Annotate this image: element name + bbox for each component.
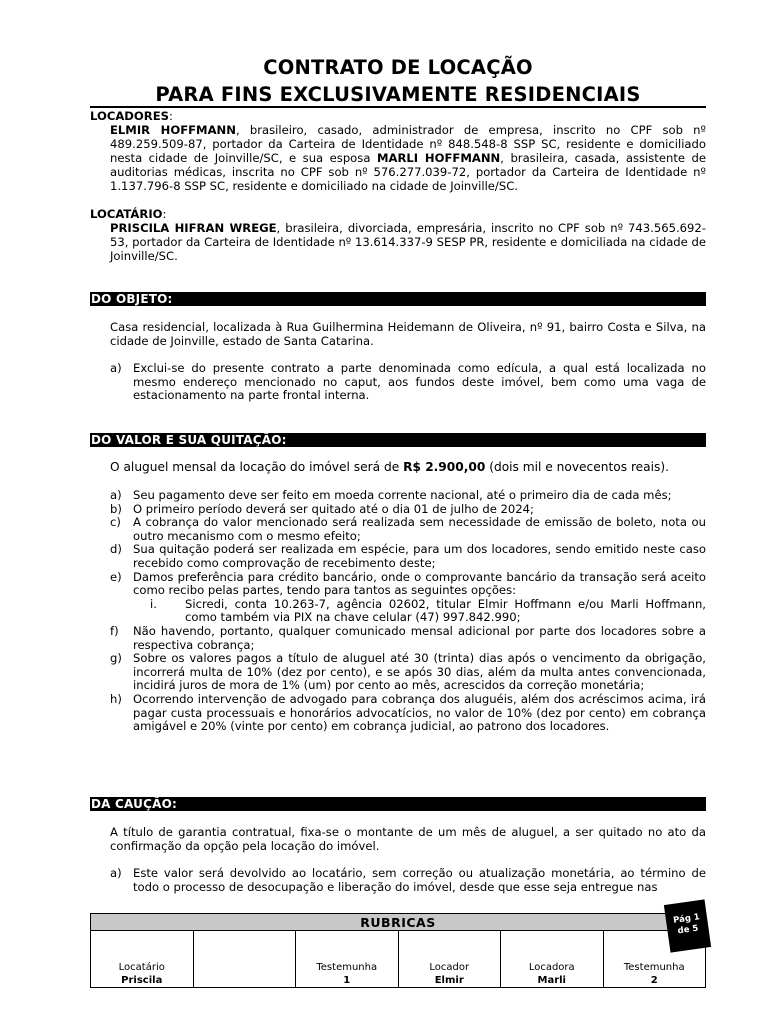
locatario-text: PRISCILA HIFRAN WREGE, brasileira, divorciada, empresária, inscrito no CPF sob nº 743.565.692-53, portador da Carteira de Identidade nº 13.614.337-9 SESP PR, residente e domiciliada na cidade de Joinville/SC. bbox=[110, 221, 706, 263]
rubricas-title: RUBRICAS bbox=[90, 913, 706, 930]
rent-amount: R$ 2.900,00 bbox=[403, 460, 486, 474]
list-item: a) Seu pagamento deve ser feito em moeda corrente nacional, até o primeiro dia de cada mês; bbox=[110, 488, 672, 502]
list-item: e) Damos preferência para crédito bancário, onde o comprovante bancário da transação será aceito como recibo pelas partes, tendo para tantos as seguintes opções: bbox=[110, 569, 706, 598]
list-item: h) Ocorrendo intervenção de advogado para cobrança dos aluguéis, além dos acréscimos acima, irá pagar custa processuais e honorários advocatícios, no valor de 10% (dez por cento) em cobrança amigável e 20% (vinte por cento) em cobrança judicial, ao patrono dos locadores. bbox=[110, 691, 706, 734]
sub-list-item: i. Sicredi, conta 10.263-7, agência 02602, titular Elmir Hoffmann e/ou Marli Hoffmann, como também via PIX na chave celular (47) 997.842.990; bbox=[150, 596, 706, 625]
rubricas-table bbox=[90, 913, 706, 988]
signature-cell: Locador Elmir bbox=[399, 931, 502, 987]
valor-list bbox=[110, 489, 706, 734]
list-item: a) Este valor será devolvido ao locatário, sem correção ou atualização monetária, ao término de todo o processo de desocupação e liberação do imóvel, desde que esse seja entregue nas bbox=[110, 866, 706, 894]
signature-cell: Locadora Marli bbox=[501, 931, 604, 987]
caucao-paragraph: A título de garantia contratual, fixa-se o montante de um mês de aluguel, a ser quitado no ato da confirmação da opção pela locação do imóvel. bbox=[110, 825, 706, 853]
signature-cell: Locatário Priscila bbox=[91, 931, 194, 987]
caucao-list bbox=[110, 867, 706, 894]
locatario-section: LOCATÁRIO: PRISCILA HIFRAN WREGE, brasileira, divorciada, empresária, inscrito no CPF sob nº 743.565.692-53, portador da Carteira de Identidade nº 13.614.337-9 SESP PR, residente e domiciliada na cidade de Joinville/SC. bbox=[90, 207, 706, 263]
section-header-caucao: DA CAUÇÃO: bbox=[90, 797, 706, 811]
document-title: CONTRATO DE LOCAÇÃO bbox=[263, 56, 533, 79]
objeto-list bbox=[110, 362, 706, 403]
objeto-paragraph: Casa residencial, localizada à Rua Guilhermina Heidemann de Oliveira, nº 91, bairro Costa e Silva, na cidade de Joinville, estado de Santa Catarina. bbox=[110, 320, 706, 348]
rubricas-row bbox=[90, 930, 706, 988]
signature-cell: Testemunha 1 bbox=[296, 931, 399, 987]
locador-name: ELMIR HOFFMANN bbox=[110, 123, 236, 137]
locatario-label: LOCATÁRIO bbox=[90, 207, 163, 221]
list-item: a) Exclui-se do presente contrato a parte denominada como edícula, a qual está localizada no mesmo endereço mencionado no caput, aos fundos deste imóvel, bem como uma vaga de estacionamento na parte frontal interna. bbox=[110, 361, 706, 403]
list-item: b) O primeiro período deverá ser quitado até o dia 01 de julho de 2024; bbox=[110, 501, 534, 516]
signature-cell: Testemunha 2 bbox=[623, 962, 685, 986]
section-header-objeto: DO OBJETO: bbox=[90, 292, 706, 306]
signature-cell bbox=[194, 931, 297, 987]
list-item: g) Sobre os valores pagos a título de aluguel até 30 (trinta) dias após o vencimento da obrigação, incorrerá multa de 10% (dez por cento), e se após 30 dias, além da multa antes convencionada, incidirá juros de mora de 1% (um) por cento ao mês, acrescidos da correção monetária; bbox=[110, 651, 706, 693]
page-number-badge: Pág 1 de 5 bbox=[664, 899, 711, 952]
locadores-label: LOCADORES bbox=[90, 109, 169, 123]
locadora-name: MARLI HOFFMANN bbox=[376, 151, 501, 165]
locadores-section: LOCADORES: ELMIR HOFFMANN, brasileiro, casado, administrador de empresa, inscrito no CPF sob nº 489.259.509-87, portador da Carteira de Identidade nº 848.548-8 SSP SC, residente e domiciliado nesta cidade de Joinville/SC, e sua esposa MARLI HOFFMANN, brasileira, casada, assistente de auditorias médicas, inscrita no CPF sob nº 576.277.039-72, portador da Carteira de Identidade nº 1.137.796-8 SSP SC, residente e domiciliado na cidade de Joinville/SC. bbox=[90, 109, 706, 193]
valor-paragraph: O aluguel mensal da locação do imóvel será de R$ 2.900,00 (dois mil e novecentos reais). bbox=[110, 460, 670, 474]
title-divider bbox=[90, 106, 706, 108]
locadores-text: ELMIR HOFFMANN, brasileiro, casado, administrador de empresa, inscrito no CPF sob nº 489.259.509-87, portador da Carteira de Identidade nº 848.548-8 SSP SC, residente e domiciliado nesta cidade de Joinville/SC, e sua esposa MARLI HOFFMANN, brasileira, casada, assistente de auditorias médicas, inscrita no CPF sob nº 576.277.039-72, portador da Carteira de Identidade nº 1.137.796-8 SSP SC, residente e domiciliado na cidade de Joinville/SC. bbox=[110, 123, 706, 193]
section-header-valor: DO VALOR E SUA QUITAÇÃO: bbox=[90, 433, 706, 447]
list-item: f) Não havendo, portanto, qualquer comunicado mensal adicional por parte dos locadores sobre a respectiva cobrança; bbox=[110, 623, 706, 652]
list-item: c) A cobrança do valor mencionado será realizada sem necessidade de emissão de boleto, nota ou outro mecanismo com o mesmo efeito; bbox=[110, 515, 706, 543]
locatario-name: PRISCILA HIFRAN WREGE bbox=[110, 221, 277, 235]
list-item: d) Sua quitação poderá ser realizada em espécie, para um dos locadores, sendo emitido neste caso recebido como comprovação de recebimento deste; bbox=[110, 542, 706, 570]
document-subtitle: PARA FINS EXCLUSIVAMENTE RESIDENCIAIS bbox=[155, 83, 641, 106]
